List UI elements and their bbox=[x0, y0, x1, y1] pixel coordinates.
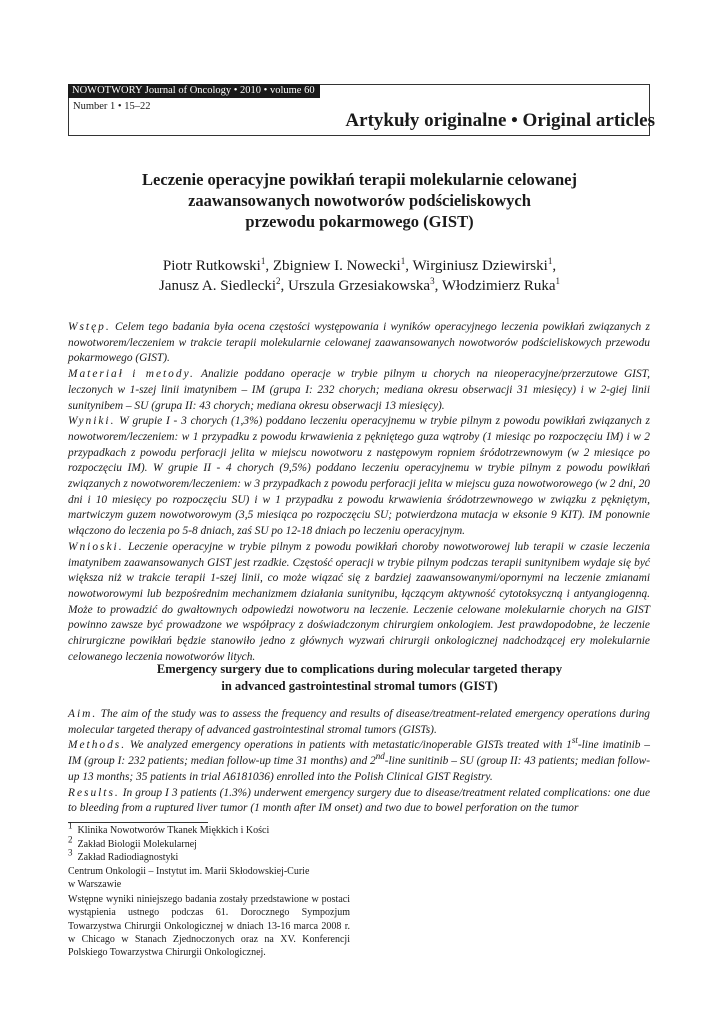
author-separator: , bbox=[405, 258, 413, 274]
abstract-lead: Methods. bbox=[68, 739, 127, 752]
abstract-text: The aim of the study was to assess the frequency and results of disease/treatment-related emergency operations during molecular targeted therapy of advanced gastrointestinal stromal tumors (GISTs). bbox=[68, 708, 650, 736]
abstract-text: -line imatinib – IM (group I: 232 patients; median follow-up time 31 months) and 2 bbox=[68, 739, 650, 768]
author-affiliation-mark: 1 bbox=[555, 276, 561, 286]
author-separator: , bbox=[265, 258, 273, 274]
abstract-lead: Results. bbox=[68, 786, 120, 799]
footnote bbox=[68, 847, 368, 865]
footnote-text: w Warszawie bbox=[68, 879, 122, 891]
author: Piotr Rutkowski bbox=[162, 258, 261, 274]
author: Urszula Grzesiakowska bbox=[288, 278, 431, 294]
footnote bbox=[68, 878, 368, 892]
title-line: Emergency surgery due to complications during molecular targeted therapy bbox=[156, 662, 563, 676]
author-affiliation-mark: 3 bbox=[430, 276, 435, 286]
footnote-divider bbox=[68, 822, 208, 823]
author-list bbox=[60, 256, 659, 296]
footnote bbox=[68, 865, 368, 879]
issue-number: Number 1 • 15–22 bbox=[73, 101, 151, 112]
abstract-paragraph bbox=[68, 786, 650, 817]
abstract-lead: Aim. bbox=[68, 708, 98, 720]
abstract-text: In group I 3 patients (1.3%) underwent emergency surgery due to disease/treatment related complications: one due to bleeding from a ruptured liver tumor (1 month after IM onset) and two due to bowel perforation on the tumor bbox=[68, 786, 650, 815]
footnote-mark: 3 bbox=[68, 847, 73, 858]
author: Zbigniew I. Nowecki bbox=[272, 258, 401, 274]
title-line: przewodu pokarmowego (GIST) bbox=[245, 212, 474, 231]
author: Włodzimierz Ruka bbox=[441, 278, 556, 294]
abstract-lead: Materiał i metody. bbox=[68, 368, 195, 381]
abstract-text: W grupie I - 3 chorych (1,3%) poddano leczeniu operacyjnemu w trybie pilnym z powodu powikłań związanych z nowotworem/leczeniem: w 1 przypadku z powodu krwawienia z pękniętego guza wątroby (1 miesiąc po rozpoczęciu IM) i w 2 przypadkach z powodu perforacji jelita w miejscu nowotworu z następowym ropniem śródotrzewnowym (w 2 miesiące po rozpoczęciu IM). W grupie II - 4 chorych (9,5%) poddano leczeniu operacyjnemu w trybie pilnym z powodu powikłań związanych z nowotworem/leczeniem: w 3 przypadkach z powodu perforacji jelita w miejscu guza nowotworowego (w 2 dni, 20 dni i 10 miesięcy po rozpoczęciu SU) i w 1 przypadku z powodu krwawienia śródotrzewnowego w związku z pękniętym, martwiczym guzem nowotworowym (3,5 miesiąca po rozpoczęciu SU; potwierdzona mutacja w eksonie 9 KIT). IM ponownie włączono do leczenia po 5-8 dniach, zaś SU po 12-18 dniach po leczeniu operacyjnym. bbox=[68, 415, 650, 538]
abstract-paragraph bbox=[68, 735, 650, 785]
abstract-text: Celem tego badania była ocena częstości występowania i wyników operacyjnego leczenia powikłań związanych z nowotworem/leczeniem w trakcie terapii molekularnie celowanej zaawansowanych nowotworów podścieliskowych przewodu pokarmowego (GIST). bbox=[68, 321, 650, 365]
author-separator: , bbox=[552, 258, 557, 274]
abstract-paragraph bbox=[68, 320, 650, 367]
abstract-lead: Wyniki. bbox=[68, 415, 116, 428]
english-title bbox=[60, 661, 659, 695]
footnote-text: Zakład Biologii Molekularnej bbox=[77, 838, 197, 850]
title-line: zaawansowanych nowotworów podścieliskowych bbox=[188, 191, 531, 210]
abstract-text: Leczenie operacyjne w trybie pilnym z powodu powikłań choroby nowotworowej lub terapii w czasie leczenia imatynibem zaawansowanych GIST jest rzadkie. Częstość operacji w trybie pilnym podczas terapii sunitynibem wydaje się być większa niż w trakcie terapii 1-szej linii, co może wiązać się z bardziej zaawansowanymi/opornymi na leczenie zmianami nowotworowymi lub bezpośrednim mechanizmem działania sunitynibu, łączącym aktywność cytotoksyczną i antyangiogenną. Może to prowadzić do gwałtownych odpowiedzi nowotworu na leczenie. Leczenie celowane molekularnie chorych na GIST powinno zawsze być prowadzone we współpracy z doświadczonym chirurgiem onkologiem. Jest prawdopodobne, że leczenie chirurgiczne powikłań będzie stanowiło jedno z głównych wyzwań chirurgii onkologicznej nadchodzącej ery molekularnie celowanego leczenia nowotworów litych. bbox=[68, 540, 650, 663]
footnote-text: Centrum Onkologii – Instytut im. Marii Skłodowskiej-Curie bbox=[68, 865, 310, 877]
footnote bbox=[68, 820, 368, 838]
footnote-text: Klinika Nowotworów Tkanek Miękkich i Kości bbox=[77, 825, 270, 836]
author-separator: , bbox=[280, 278, 289, 294]
author: Janusz A. Siedlecki bbox=[158, 278, 277, 294]
abstract-text: Analizie poddano operacje w trybie pilnym u chorych na nieoperacyjne/przerzutowe GIST, leczonych w 1-szej linii imatynibem – IM (grupa I: 232 chorych; mediana okresu obserwacji 31 miesięcy) i w 2-giej linii sunitynibem – SU (grupa II: 43 chorych; mediana okresu obserwacji 13 miesięcy). bbox=[68, 368, 650, 412]
title-line: Leczenie operacyjne powikłań terapii molekularnie celowanej bbox=[142, 170, 577, 189]
abstract-paragraph bbox=[68, 707, 650, 738]
ordinal-suffix: nd bbox=[375, 751, 385, 762]
footnote-text: Zakład Radiodiagnostyki bbox=[77, 852, 179, 864]
author-affiliation-mark: 1 bbox=[400, 256, 406, 266]
abstract-text: -line sunitinib – SU (group II: 43 patients; median follow-up 13 months; 35 patients in trial A6181036) enrolled into the Polish Clinical GIST Registry. bbox=[68, 755, 650, 783]
footnote-mark: 2 bbox=[68, 834, 73, 845]
author-affiliation-mark: 1 bbox=[547, 256, 553, 266]
title-line: in advanced gastrointestinal stromal tumors (GIST) bbox=[221, 679, 498, 693]
author-line bbox=[60, 256, 659, 276]
abstract-paragraph bbox=[68, 414, 650, 540]
abstract-text: We analyzed emergency operations in patients with metastatic/inoperable GISTs treated with 1 bbox=[126, 739, 572, 752]
abstract-paragraph bbox=[68, 540, 650, 666]
author-separator: , bbox=[434, 278, 442, 294]
abstract-english bbox=[68, 707, 650, 817]
affiliations-footnotes bbox=[68, 820, 368, 892]
author-affiliation-mark: 2 bbox=[276, 276, 281, 286]
footnote-mark: 1 bbox=[68, 820, 73, 831]
abstract-lead: Wnioski. bbox=[68, 540, 124, 553]
author-line bbox=[60, 276, 659, 296]
abstract-lead: Wstęp. bbox=[68, 321, 111, 333]
article-title bbox=[60, 169, 659, 232]
section-title: Artykuły originalne • Original articles bbox=[345, 110, 655, 131]
author-affiliation-mark: 1 bbox=[260, 256, 266, 266]
presentation-note: Wstępne wyniki niniejszego badania zostały przedstawione w postaci wystąpienia ustnego podczas 61. Dorocznego Sympozjum Towarzystwa Chirurgii Onkologicznej w dniach 13-16 marca 2008 r. w Chicago w Stanach Zjednoczonych oraz na XV. Konferencji Polskiego Towarzystwa Chirurgii Onkologicznej. bbox=[68, 894, 350, 959]
ordinal-suffix: st bbox=[571, 735, 578, 746]
abstract-polish bbox=[68, 320, 650, 665]
abstract-paragraph bbox=[68, 367, 650, 414]
author: Wirginiusz Dziewirski bbox=[412, 258, 548, 274]
footnote bbox=[68, 834, 368, 852]
journal-name-bar: NOWOTWORY Journal of Oncology • 2010 • volume 60 bbox=[68, 84, 320, 98]
